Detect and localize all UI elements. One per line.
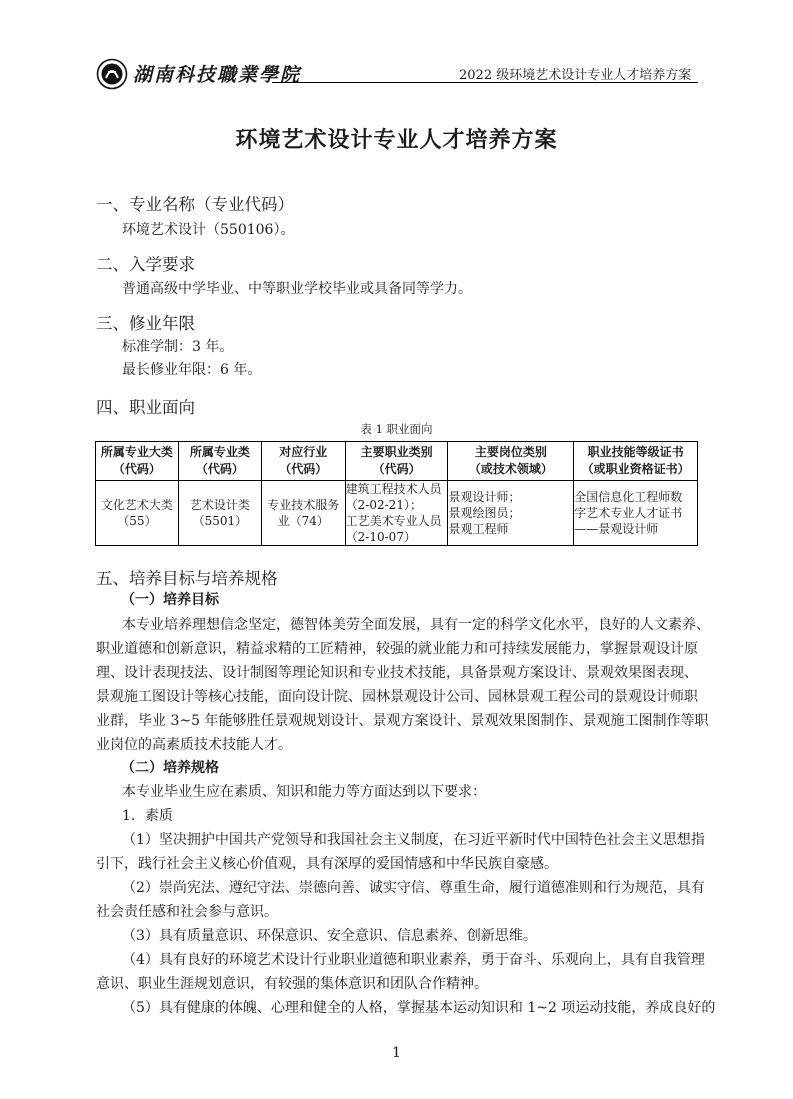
table-header-cell: 所属专业大类 （代码） [96, 442, 179, 481]
table-caption: 表 1 职业面向 [360, 422, 433, 436]
goal-line: 业群，毕业 3~5 年能够胜任景观规划设计、景观方案设计、景观效果图制作、景观施工图制作等职 [96, 713, 709, 729]
section-heading-2: 二、入学要求 [96, 255, 195, 274]
quality-heading: 1．素质 [122, 808, 173, 824]
page-title: 环境艺术设计专业人才培养方案 [235, 127, 558, 153]
quality-item: （1）坚决拥护中国共产党领导和我国社会主义制度，在习近平新时代中国特色社会主义思想指 [122, 832, 705, 848]
goal-line: 理、设计表现技法、设计制图等理论知识和专业技术技能，具备景观方案设计、景观效果图表现、 [96, 665, 698, 681]
quality-item: （2）崇尚宪法、遵纪守法、崇德向善、诚实守信、尊重生命，履行道德准则和行为规范，具有 [122, 880, 705, 896]
quality-item: （5）具有健康的体魄、心理和健全的人格，掌握基本运动知识和 1~2 项运动技能，养成良好的 [122, 1000, 716, 1016]
subsection-heading-goal: （一）培养目标 [121, 592, 219, 608]
quality-item: （4）具有良好的环境艺术设计行业职业道德和职业素养，勇于奋斗、乐观向上，具有自我管理 [122, 952, 705, 968]
quality-item: 意识、职业生涯规划意识，有较强的集体意识和团队合作精神。 [96, 976, 488, 992]
table-header-cell: 主要职业类别 （代码） [345, 442, 448, 481]
goal-line: 职业道德和创新意识，精益求精的工匠精神，较强的就业能力和可持续发展能力，掌握景观设计原 [96, 641, 698, 657]
goal-line: 本专业培养理想信念坚定，德智体美劳全面发展，具有一定的科学文化水平，良好的人文素养、 [122, 617, 710, 633]
table-cell: 专业技术服务 业（74） [261, 481, 345, 546]
table-header-cell: 对应行业 （代码） [261, 442, 345, 481]
section-text-2: 普通高级中学毕业、中等职业学校毕业或具备同等学力。 [122, 281, 472, 297]
table-header-cell: 主要岗位类别 （或技术领域） [448, 442, 574, 481]
section-heading-5: 五、培养目标与培养规格 [96, 569, 278, 588]
subsection-heading-spec: （二）培养规格 [121, 760, 219, 776]
table-header-cell: 职业技能等级证书 （或职业资格证书） [574, 442, 698, 481]
table-cell: 艺术设计类 （5501） [178, 481, 261, 546]
table-cell: 文化艺术大类 （55） [96, 481, 179, 546]
section-text-3b: 最长修业年限：6 年。 [122, 362, 262, 378]
table-row [96, 481, 698, 546]
section-text-1: 环境艺术设计（550106）。 [122, 222, 295, 238]
career-table [95, 441, 698, 546]
page-number: 1 [392, 1045, 401, 1061]
section-heading-1: 一、专业名称（专业代码） [96, 195, 294, 214]
section-heading-3: 三、修业年限 [96, 314, 195, 333]
table-header-cell: 所属专业类 （代码） [178, 442, 261, 481]
section-text-3a: 标准学制：3 年。 [122, 339, 234, 355]
table-cell: 建筑工程技术人员 （2-02-21）； 工艺美术专业人员 （2-10-07） [345, 481, 448, 546]
goal-line: 业岗位的高素质技术技能人才。 [96, 737, 292, 753]
quality-item: 引下，践行社会主义核心价值观，具有深厚的爱国情感和中华民族自豪感。 [96, 856, 558, 872]
table-cell: 全国信息化工程师数 字艺术专业人才证书 ——景观设计师 [574, 481, 698, 546]
spec-intro: 本专业毕业生应在素质、知识和能力等方面达到以下要求： [122, 784, 486, 800]
school-logo-icon [96, 58, 128, 90]
quality-item: （3）具有质量意识、环保意识、安全意识、信息素养、创新思维。 [122, 928, 537, 944]
table-cell: 景观设计师； 景观绘图员； 景观工程师 [448, 481, 574, 546]
table-header-row [96, 442, 698, 481]
quality-item: 社会责任感和社会参与意识。 [96, 904, 278, 920]
school-name: 湖南科技職業學院 [133, 64, 302, 86]
section-heading-4: 四、职业面向 [96, 398, 195, 417]
goal-line: 景观施工图设计等核心技能，面向设计院、园林景观设计公司、园林景观工程公司的景观设计师职 [96, 689, 698, 705]
header-doc-title: 2022 级环境艺术设计专业人才培养方案 [459, 68, 692, 83]
